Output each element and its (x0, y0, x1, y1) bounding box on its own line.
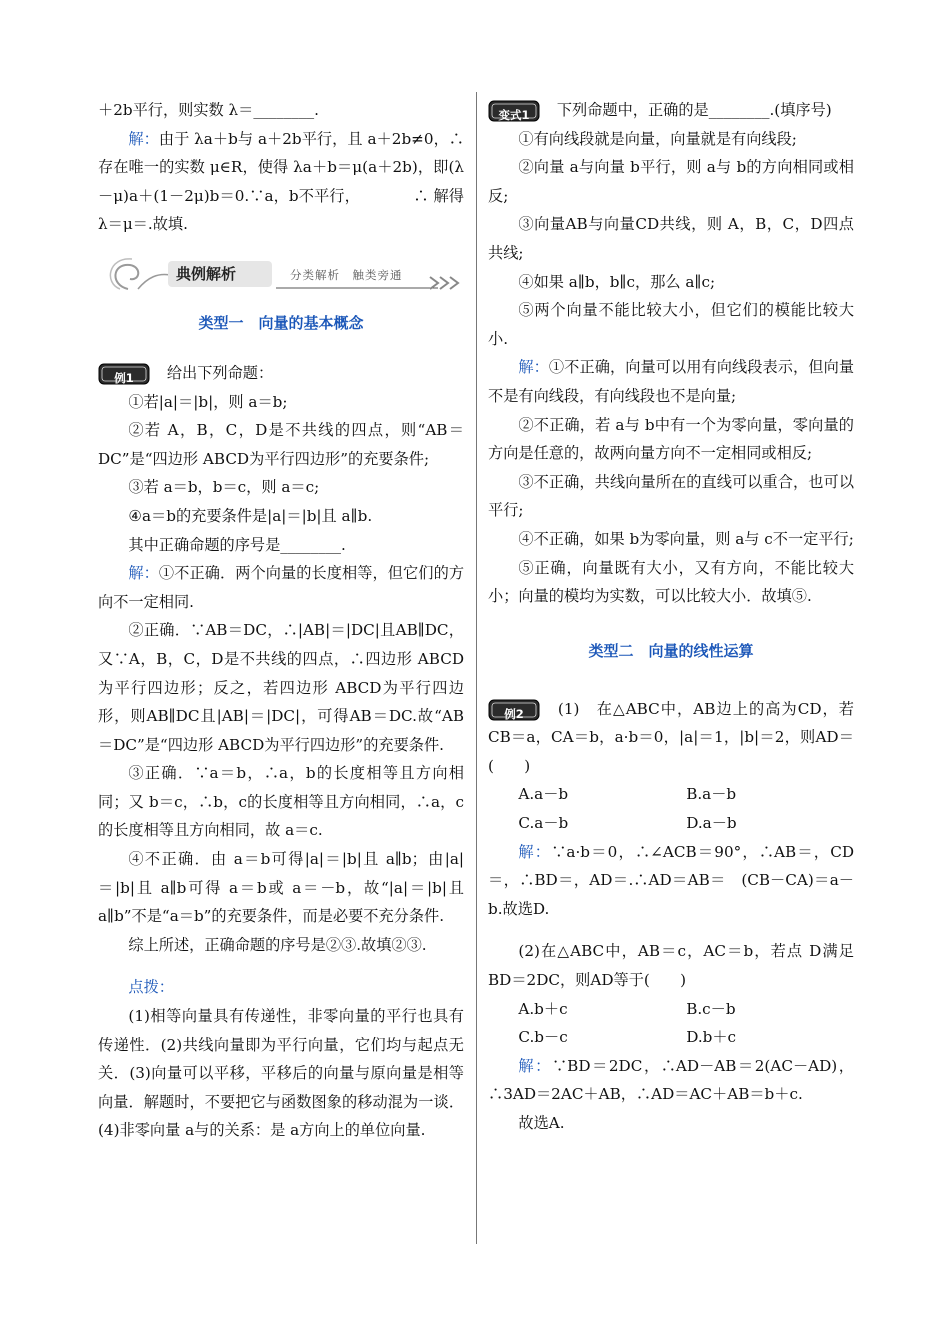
proposition-3: ③若 a＝b，b＝c，则 a＝c; (128, 478, 320, 497)
part2-conclusion: 故选A. (518, 1114, 565, 1132)
left-column (98, 96, 464, 1145)
right-column (488, 96, 854, 1138)
example-badge (98, 363, 150, 385)
banner-subtitle: 分类解析 触类旁通 (290, 267, 403, 282)
note-heading: 点拨： (128, 978, 174, 997)
variant-item-2: ②向量 a与向量 b平行，则 a与 b的方向相同或相反; (488, 158, 854, 205)
option-d: D.b＋c (686, 1028, 737, 1047)
part1-solution: 解：∵a·b＝0，∴∠ACB＝90°，∴AB＝，CD＝，∴BD＝，AD＝.∴AD＝AB＝ (CB－CA)＝a－b.故选D. (488, 842, 855, 918)
example-badge-label: 例1 (114, 370, 134, 385)
example-lead: 给出下列命题： (166, 363, 274, 382)
section-title-1: 类型一 向量的基本概念 (198, 313, 364, 332)
variant-item-4: ④如果 a∥b，b∥c，那么 a∥c; (518, 272, 716, 291)
proposition-2: ②若 A，B，C，D是不共线的四点，则“AB＝DC”是“四边形 ABCD为平行四边形”的充要条件; (98, 421, 464, 468)
solution-label: 解： (128, 564, 159, 583)
solution-1: 解：①不正确．两个向量的长度相等，但它们的方向不一定相同. (98, 564, 465, 611)
section-title-2: 类型二 向量的线性运算 (588, 641, 754, 660)
option-a: A.b＋c (518, 999, 568, 1018)
variant-solution-1: 解：①不正确，向量可以用有向线段表示，但向量不是有向线段，有向线段也不是向量; (488, 358, 855, 405)
variant-item-3: ③向量AB与向量CD共线，则 A，B，C，D四点共线; (488, 215, 854, 262)
part1-options (488, 780, 854, 837)
option-b: B.c－b (686, 999, 736, 1018)
option-c: C.b－c (518, 1028, 568, 1047)
solution-2: ②正确．∵AB＝DC，∴|AB|＝|DC|且AB∥DC，又∵A，B，C，D是不共线的四点，∴四边形 ABCD为平行四边形；反之，若四边形 ABCD为平行四边形，则AB∥DC且|AB|＝|DC|，可得AB＝DC.故“AB＝DC”是“四边形 ABCD为平行四边形”的充要条件. (98, 621, 464, 754)
part2-options (488, 995, 854, 1052)
variant-solution-3: ③不正确，共线向量所在的直线可以重合，也可以平行; (488, 472, 854, 520)
example2-badge-label: 例2 (504, 706, 524, 721)
option-b: B.a－b (686, 785, 737, 804)
variant-solution-4: ④不正确，如果 b为零向量，则 a与 c不一定平行; (518, 529, 854, 548)
option-c: C.a－b (518, 814, 569, 833)
banner-title: 典例解析 (176, 264, 237, 283)
part2-solution: 解：∵BD＝2DC，∴AD－AB＝2(AC－AD)，∴3AD＝2AC＋AB，∴AD＝AC＋AB＝b＋c. (488, 1056, 854, 1104)
intro-line: ＋2b平行，则实数 λ＝________. (98, 101, 319, 119)
example2-badge (488, 699, 540, 721)
variant-solution-2: ②不正确，若 a与 b中有一个为零向量，零向量的方向是任意的，故两向量方向不一定相同或相反; (488, 415, 854, 463)
variant-badge-label: 变式1 (498, 108, 530, 122)
variant-badge (488, 100, 540, 122)
option-d: D.a－b (686, 814, 737, 833)
solution-label: 解： (518, 842, 552, 861)
column-divider (476, 92, 477, 1244)
solution-3: ③正确．∵a＝b，∴a，b的长度相等且方向相同；又 b＝c，∴b，c的长度相等且方向相同，∴a，c的长度相等且方向相同，故 a＝c. (98, 764, 464, 840)
question-line: 其中正确命题的序号是________. (128, 535, 346, 554)
variant-lead: 下列命题中，正确的是________.(填序号) (556, 101, 832, 119)
solution-label: 解： (128, 129, 159, 148)
intro-solution: 解：由于 λa＋b与 a＋2b平行，且 a＋2b≠0，∴存在唯一的实数 μ∈R，使得 λa＋b＝μ(a＋2b)，即(λ－μ)a＋(1－2μ)b＝0.∵a，b不平行， ∴ 解得 λ＝μ＝.故填. (98, 129, 464, 234)
option-a: A.a－b (518, 785, 569, 804)
solution-summary: 综上所述，正确命题的序号是②③.故填②③. (128, 935, 427, 954)
solution-label: 解： (518, 1056, 552, 1075)
variant-solution-5: ⑤正确，向量既有大小，又有方向，不能比较大小；向量的模均为实数，可以比较大小．故填⑤. (488, 558, 854, 606)
example2-part1: (1) 在△ABC中，AB边上的高为CD，若CB＝a，CA＝b，a·b＝0，|a|＝1，|b|＝2，则AD＝( ) (488, 699, 854, 775)
solution-label: 解： (518, 358, 549, 377)
proposition-1: ①若|a|＝|b|，则 a＝b; (128, 392, 288, 411)
section-banner (98, 255, 464, 295)
note-body: (1)相等向量具有传递性，非零向量的平行也具有传递性．(2)共线向量即为平行向量，它们均与起点无关．(3)向量可以平移，平移后的向量与原向量是相等向量．解题时，不要把它与函数图象的移动混为一谈．(4)非零向量 a与的关系：是 a方向上的单位向量. (98, 1007, 464, 1140)
example2-part2: (2)在△ABC中，AB＝c，AC＝b，若点 D满足BD＝2DC，则AD等于( ) (488, 942, 854, 990)
proposition-4: ④a＝b的充要条件是|a|＝|b|且 a∥b. (128, 506, 373, 525)
variant-item-1: ①有向线段就是向量，向量就是有向线段; (518, 129, 797, 148)
swirl-icon (98, 255, 464, 295)
solution-4: ④不正确．由 a＝b可得|a|＝|b|且 a∥b；由|a|＝|b|且 a∥b可得 a＝b或 a＝－b，故“|a|＝|b|且 a∥b”不是“a＝b”的充要条件，而是必要不充分条件. (98, 850, 464, 926)
variant-item-5: ⑤两个向量不能比较大小，但它们的模能比较大小. (488, 301, 854, 348)
